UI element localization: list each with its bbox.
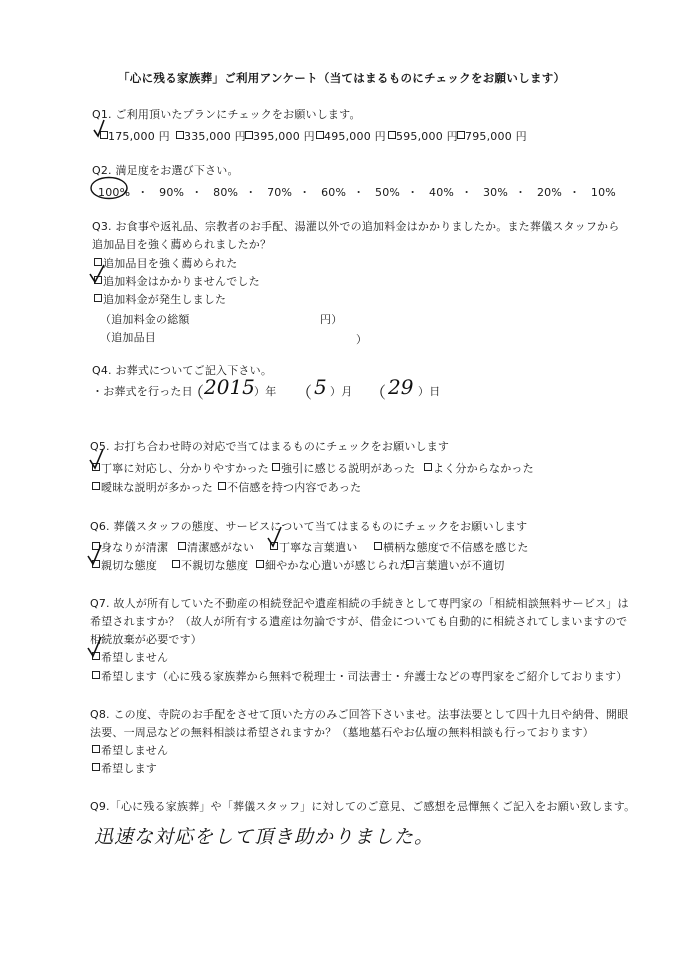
q2-option-9[interactable]: 20% (536, 186, 562, 199)
q8-label-1: Q8. この度、寺院のお手配をさせて頂いた方のみご回答下さいませ。法事法要として四十九日や納骨、開眼 (90, 708, 629, 721)
q3-option-1[interactable]: 追加品目を強く薦められた (94, 255, 237, 271)
q4-year-close: ）年 (254, 385, 277, 398)
q1-option-4[interactable]: 495,000 円 (316, 128, 386, 144)
q1-option-6[interactable]: 795,000 円 (457, 128, 527, 144)
checkbox[interactable] (218, 482, 226, 490)
q3-label-2: 追加品目を強く薦められましたか？ (92, 238, 272, 251)
checkbox[interactable] (245, 131, 253, 139)
q6-option-3[interactable]: 丁寧な言葉遣い (270, 539, 357, 555)
q2-options: 100% ・ 90% ・ 80% ・ 70% ・ 60% ・ 50% ・ 40% ・ 30% ・ 20% ・ 10% (98, 186, 616, 199)
q6-label: Q6. 葬儀スタッフの態度、サービスについて当てはまるものにチェックをお願いします (90, 520, 528, 533)
q7-label-3: 相続放棄が必要です） (90, 633, 202, 646)
checkbox[interactable] (92, 763, 100, 771)
checkbox[interactable] (92, 671, 100, 679)
q6-option-8[interactable]: 言葉遣いが不適切 (406, 557, 505, 573)
q9-label: Q9.「心に残る家族葬」や「葬儀スタッフ」に対してのご意見、ご感想を忌憚無くご記入をお願い致します。 (90, 800, 636, 813)
q4-year-value[interactable]: 2015 (204, 375, 255, 399)
q7-check-mark (86, 636, 104, 658)
q3-check-mark (88, 264, 106, 284)
q6-check-mark-1 (266, 526, 284, 548)
checkbox[interactable] (406, 560, 414, 568)
checkbox[interactable] (172, 560, 180, 568)
q3-amount-label: （追加料金の総額 (100, 313, 190, 326)
checkbox[interactable] (316, 131, 324, 139)
checkbox[interactable] (92, 482, 100, 490)
q1-option-5[interactable]: 595,000 円 (388, 128, 458, 144)
q2-selected-circle (90, 176, 130, 200)
q7-option-1[interactable]: 希望しません (92, 649, 168, 665)
q4-day-value[interactable]: 29 (388, 375, 414, 399)
q2-option-10[interactable]: 10% (590, 186, 616, 199)
q4-month-close: ）月 (330, 385, 353, 398)
q5-option-4[interactable]: 曖昧な説明が多かった (92, 479, 213, 495)
checkbox[interactable] (272, 463, 280, 471)
q1-option-2[interactable]: 335,000 円 (176, 128, 246, 144)
q1-option-1[interactable]: 175,000 円 (100, 128, 170, 144)
checkbox[interactable] (256, 560, 264, 568)
q6-option-1[interactable]: 身なりが清潔 (92, 539, 168, 555)
checkbox[interactable] (92, 745, 100, 753)
q6-option-5[interactable]: 親切な態度 (92, 557, 157, 573)
q1-label: Q1. ご利用頂いたプランにチェックをお願いします。 (92, 108, 361, 121)
q5-label: Q5. お打ち合わせ時の対応で当てはまるものにチェックをお願いします (90, 440, 450, 453)
q5-check-mark (88, 448, 106, 470)
q8-label-2: 法要、一周忌などの無料相談は希望されますか？（墓地墓石やお仏壇の無料相談も行っております） (90, 726, 594, 739)
checkbox[interactable] (178, 542, 186, 550)
q8-option-1[interactable]: 希望しません (92, 742, 168, 758)
checkbox[interactable] (374, 542, 382, 550)
q6-option-2[interactable]: 清潔感がない (178, 539, 254, 555)
q2-label: Q2. 満足度をお選び下さい。 (92, 164, 239, 177)
q4-month-open: （ (296, 383, 313, 402)
q9-answer[interactable]: 迅速な対応をして頂き助かりました。 (94, 826, 435, 848)
q3-option-3[interactable]: 追加料金が発生しました (94, 291, 226, 307)
q7-label-2: 希望されますか？（故人が所有する遺産は勿論ですが、借金についても自動的に相続されてしまいますので (90, 615, 628, 628)
q3-option-2[interactable]: 追加料金はかかりませんでした (94, 273, 260, 289)
q5-option-3[interactable]: よく分からなかった (424, 460, 534, 476)
q5-option-1[interactable]: 丁寧に対応し、分かりやすかった (92, 460, 269, 476)
q7-label-1: Q7. 故人が所有していた不動産の相続登記や遺産相続の手続きとして専門家の「相続相談無料サービス」は (90, 597, 629, 610)
q6-option-4[interactable]: 横柄な態度で不信感を感じた (374, 539, 529, 555)
q3-item-label: （追加品目 (100, 331, 156, 344)
q5-option-5[interactable]: 不信感を持つ内容であった (218, 479, 361, 495)
q5-option-2[interactable]: 強引に感じる説明があった (272, 460, 415, 476)
q4-month-value[interactable]: 5 (314, 375, 327, 399)
q4-label: Q4. お葬式についてご記入下さい。 (92, 364, 273, 377)
q1-option-3[interactable]: 395,000 円 (245, 128, 315, 144)
q2-option-5[interactable]: 60% (321, 186, 347, 199)
q2-option-1[interactable]: 100% (98, 186, 131, 199)
q3-label-1: Q3. お食事や返礼品、宗教者のお手配、湯灌以外での追加料金はかかりましたか。また葬儀スタッフから (92, 220, 620, 233)
q4-year-open: （ (188, 383, 205, 402)
q6-option-7[interactable]: 細やかな心遣いが感じられた (256, 557, 411, 573)
checkbox[interactable] (424, 463, 432, 471)
checkbox[interactable] (94, 294, 102, 302)
q4-day-open: （ (370, 383, 387, 402)
q6-check-mark-2 (86, 544, 104, 566)
q2-option-8[interactable]: 30% (482, 186, 509, 199)
q4-day-close: ）日 (418, 385, 441, 398)
q2-option-4[interactable]: 70% (267, 186, 293, 199)
q1-check-mark (92, 118, 106, 138)
q4-prefix: ・お葬式を行った日 (92, 385, 193, 398)
q2-option-3[interactable]: 80% (213, 186, 239, 199)
q8-option-2[interactable]: 希望します (92, 760, 157, 776)
q2-option-2[interactable]: 90% (159, 186, 185, 199)
checkbox[interactable] (388, 131, 396, 139)
survey-title: 「心に残る家族葬」ご利用アンケート（当てはまるものにチェックをお願いします） (118, 71, 566, 85)
q6-option-6[interactable]: 不親切な態度 (172, 557, 248, 573)
q3-amount-unit: 円） (320, 313, 343, 326)
q2-option-6[interactable]: 50% (375, 186, 401, 199)
checkbox[interactable] (176, 131, 184, 139)
q2-option-7[interactable]: 40% (429, 186, 455, 199)
q7-option-2[interactable]: 希望します（心に残る家族葬から無料で税理士・司法書士・弁護士などの専門家をご紹介しております） (92, 668, 627, 684)
q3-item-close: ） (356, 333, 368, 346)
checkbox[interactable] (457, 131, 465, 139)
